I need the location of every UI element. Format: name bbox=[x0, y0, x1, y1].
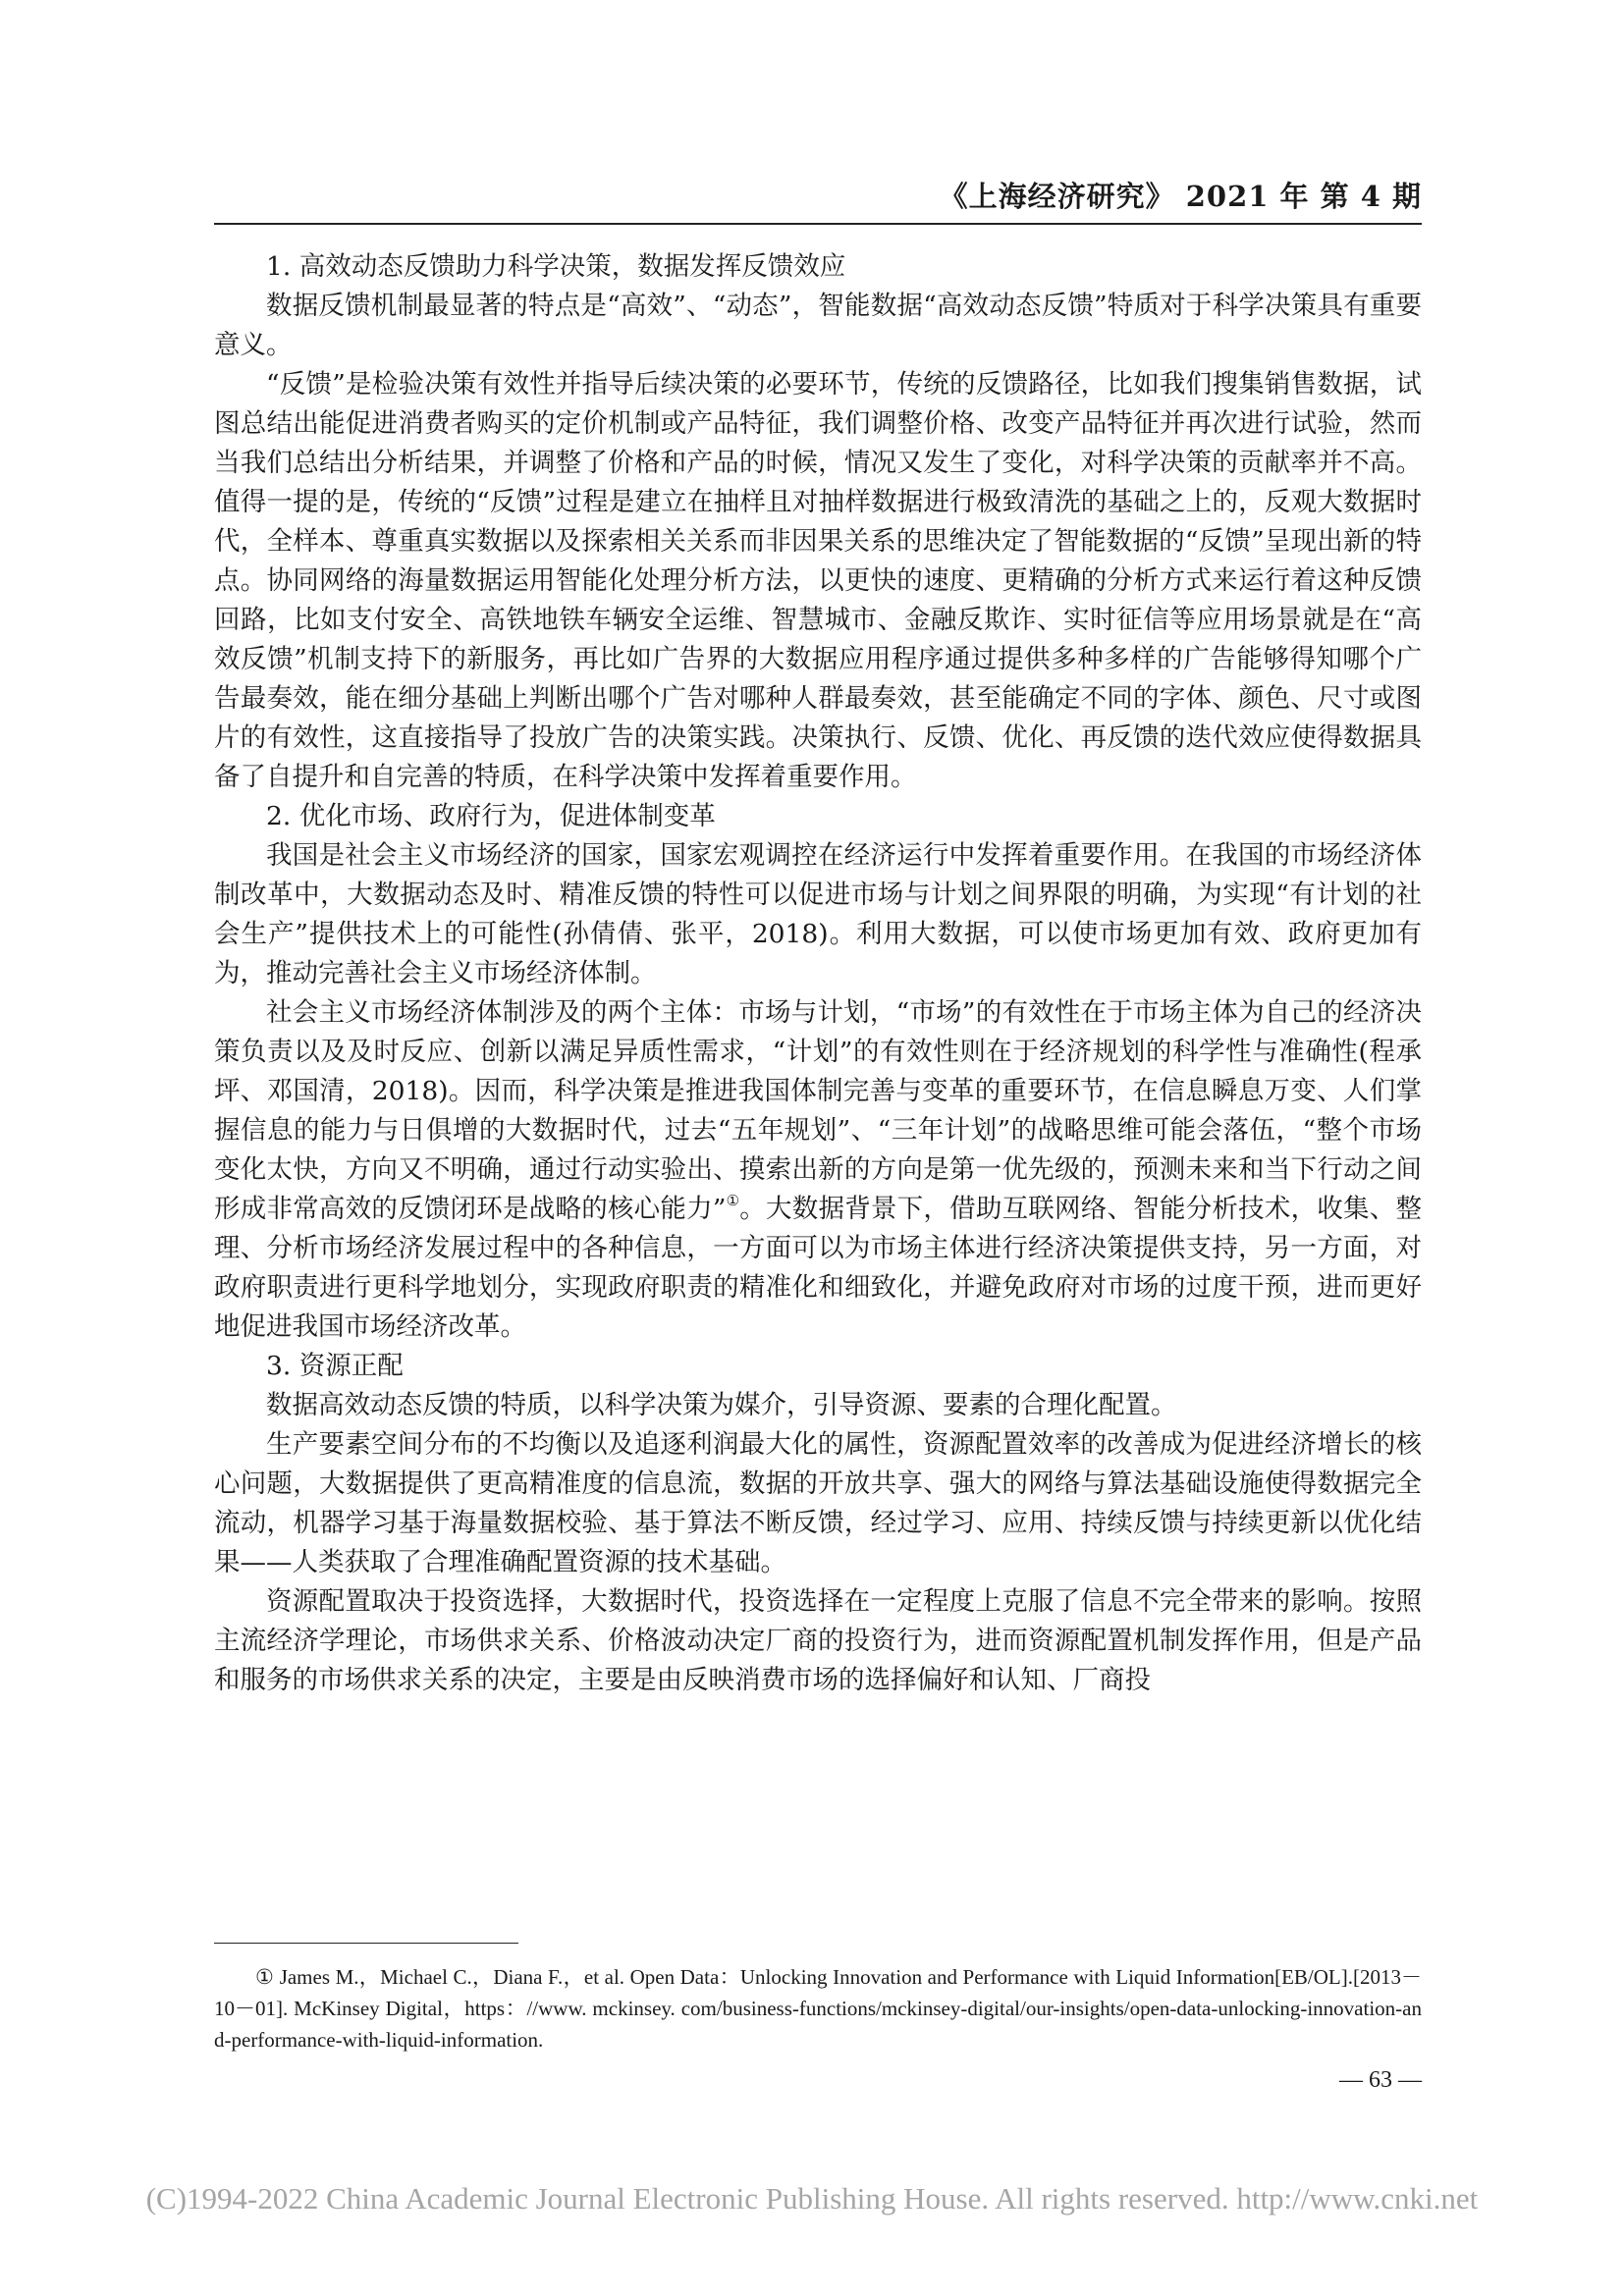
page-number: — 63 — bbox=[1339, 2067, 1422, 2093]
copyright-watermark: (C)1994-2022 China Academic Journal Electronic Publishing House. All rights reserved. http://www.cnki.net bbox=[145, 2181, 1479, 2216]
body-paragraph: 数据高效动态反馈的特质，以科学决策为媒介，引导资源、要素的合理化配置。 bbox=[266, 1390, 1177, 1420]
section-heading: 1. 高效动态反馈助力科学决策，数据发挥反馈效应 bbox=[266, 251, 846, 282]
header-rule bbox=[214, 223, 1422, 225]
body-paragraph: 数据反馈机制最显著的特点是“高效”、“动态”，智能数据“高效动态反馈”特质对于科学决策具有重要意义。 bbox=[214, 291, 1422, 360]
paragraph-text: 社会主义市场经济体制涉及的两个主体：市场与计划，“市场”的有效性在于市场主体为自己的经济决策负责以及及时反应、创新以满足异质性需求，“计划”的有效性则在于经济规划的科学性与准确性(程承坪、邓国清，2018)。因而，科学决策是推进我国体制完善与变革的重要环节，在信息瞬息万变、人们掌握信息的能力与日俱增的大数据时代，过去“五年规划”、“三年计划”的战略思维可能会落伍，“整个市场变化太快，方向又不明确，通过行动实验出、摸索出新的方向是第一优先级的，预测未来和当下行动之间形成非常高效的反馈闭环是战略的核心能力” bbox=[214, 997, 1422, 1224]
footnote-text: ① James M.，Michael C.，Diana F.，et al. Open Data：Unlocking Innovation and Performance with Liquid Information[EB/OL].[2013－10－01]. McKinsey Digital，https：//www. mckinsey. com/business-functions/mckinsey-digital/our-insights/open-data-unlocking-innovation-and-performance-with-liquid-information. bbox=[214, 1965, 1422, 2052]
body-paragraph: 资源配置取决于投资选择，大数据时代，投资选择在一定程度上克服了信息不完全带来的影响。按照主流经济学理论，市场供求关系、价格波动决定厂商的投资行为，进而资源配置机制发挥作用，但是产品和服务的市场供求关系的决定，主要是由反映消费市场的选择偏好和认知、厂商投 bbox=[214, 1586, 1422, 1695]
body-paragraph: 我国是社会主义市场经济的国家，国家宏观调控在经济运行中发挥着重要作用。在我国的市场经济体制改革中，大数据动态及时、精准反馈的特性可以促进市场与计划之间界限的明确，为实现“有计划的社会生产”提供技术上的可能性(孙倩倩、张平，2018)。利用大数据，可以使市场更加有效、政府更加有为，推动完善社会主义市场经济体制。 bbox=[214, 840, 1422, 988]
article-body bbox=[214, 247, 1422, 1700]
section-heading: 3. 资源正配 bbox=[266, 1351, 404, 1381]
paragraph-text: 。大数据背景下，借助互联网络、智能分析技术，收集、整理、分析市场经济发展过程中的各种信息，一方面可以为市场主体进行经济决策提供支持，另一方面，对政府职责进行更科学地划分，实现政府职责的精准化和细致化，并避免政府对市场的过度干预，进而更好地促进我国市场经济改革。 bbox=[214, 1194, 1422, 1342]
footnote bbox=[214, 1961, 1422, 2056]
footnote-rule bbox=[214, 1943, 518, 1944]
footnote-marker[interactable]: ① bbox=[726, 1192, 740, 1209]
body-paragraph: “反馈”是检验决策有效性并指导后续决策的必要环节，传统的反馈路径，比如我们搜集销售数据，试图总结出能促进消费者购买的定价机制或产品特征，我们调整价格、改变产品特征并再次进行试验，然而当我们总结出分析结果，并调整了价格和产品的时候，情况又发生了变化，对科学决策的贡献率并不高。值得一提的是，传统的“反馈”过程是建立在抽样且对抽样数据进行极致清洗的基础之上的，反观大数据时代，全样本、尊重真实数据以及探索相关关系而非因果关系的思维决定了智能数据的“反馈”呈现出新的特点。协同网络的海量数据运用智能化处理分析方法，以更快的速度、更精确的分析方式来运行着这种反馈回路，比如支付安全、高铁地铁车辆安全运维、智慧城市、金融反欺诈、实时征信等应用场景就是在“高效反馈”机制支持下的新服务，再比如广告界的大数据应用程序通过提供多种多样的广告能够得知哪个广告最奏效，能在细分基础上判断出哪个广告对哪种人群最奏效，甚至能确定不同的字体、颜色、尺寸或图片的有效性，这直接指导了投放广告的决策实践。决策执行、反馈、优化、再反馈的迭代效应使得数据具备了自提升和自完善的特质，在科学决策中发挥着重要作用。 bbox=[214, 369, 1422, 792]
body-paragraph-with-note bbox=[214, 993, 1422, 1347]
section-heading: 2. 优化市场、政府行为，促进体制变革 bbox=[266, 801, 716, 831]
running-header: 《上海经济研究》 2021 年 第 4 期 bbox=[939, 180, 1422, 213]
body-paragraph: 生产要素空间分布的不均衡以及追逐利润最大化的属性，资源配置效率的改善成为促进经济增长的核心问题，大数据提供了更高精准度的信息流，数据的开放共享、强大的网络与算法基础设施使得数据完全流动，机器学习基于海量数据校验、基于算法不断反馈，经过学习、应用、持续反馈与持续更新以优化结果——人类获取了合理准确配置资源的技术基础。 bbox=[214, 1429, 1422, 1577]
